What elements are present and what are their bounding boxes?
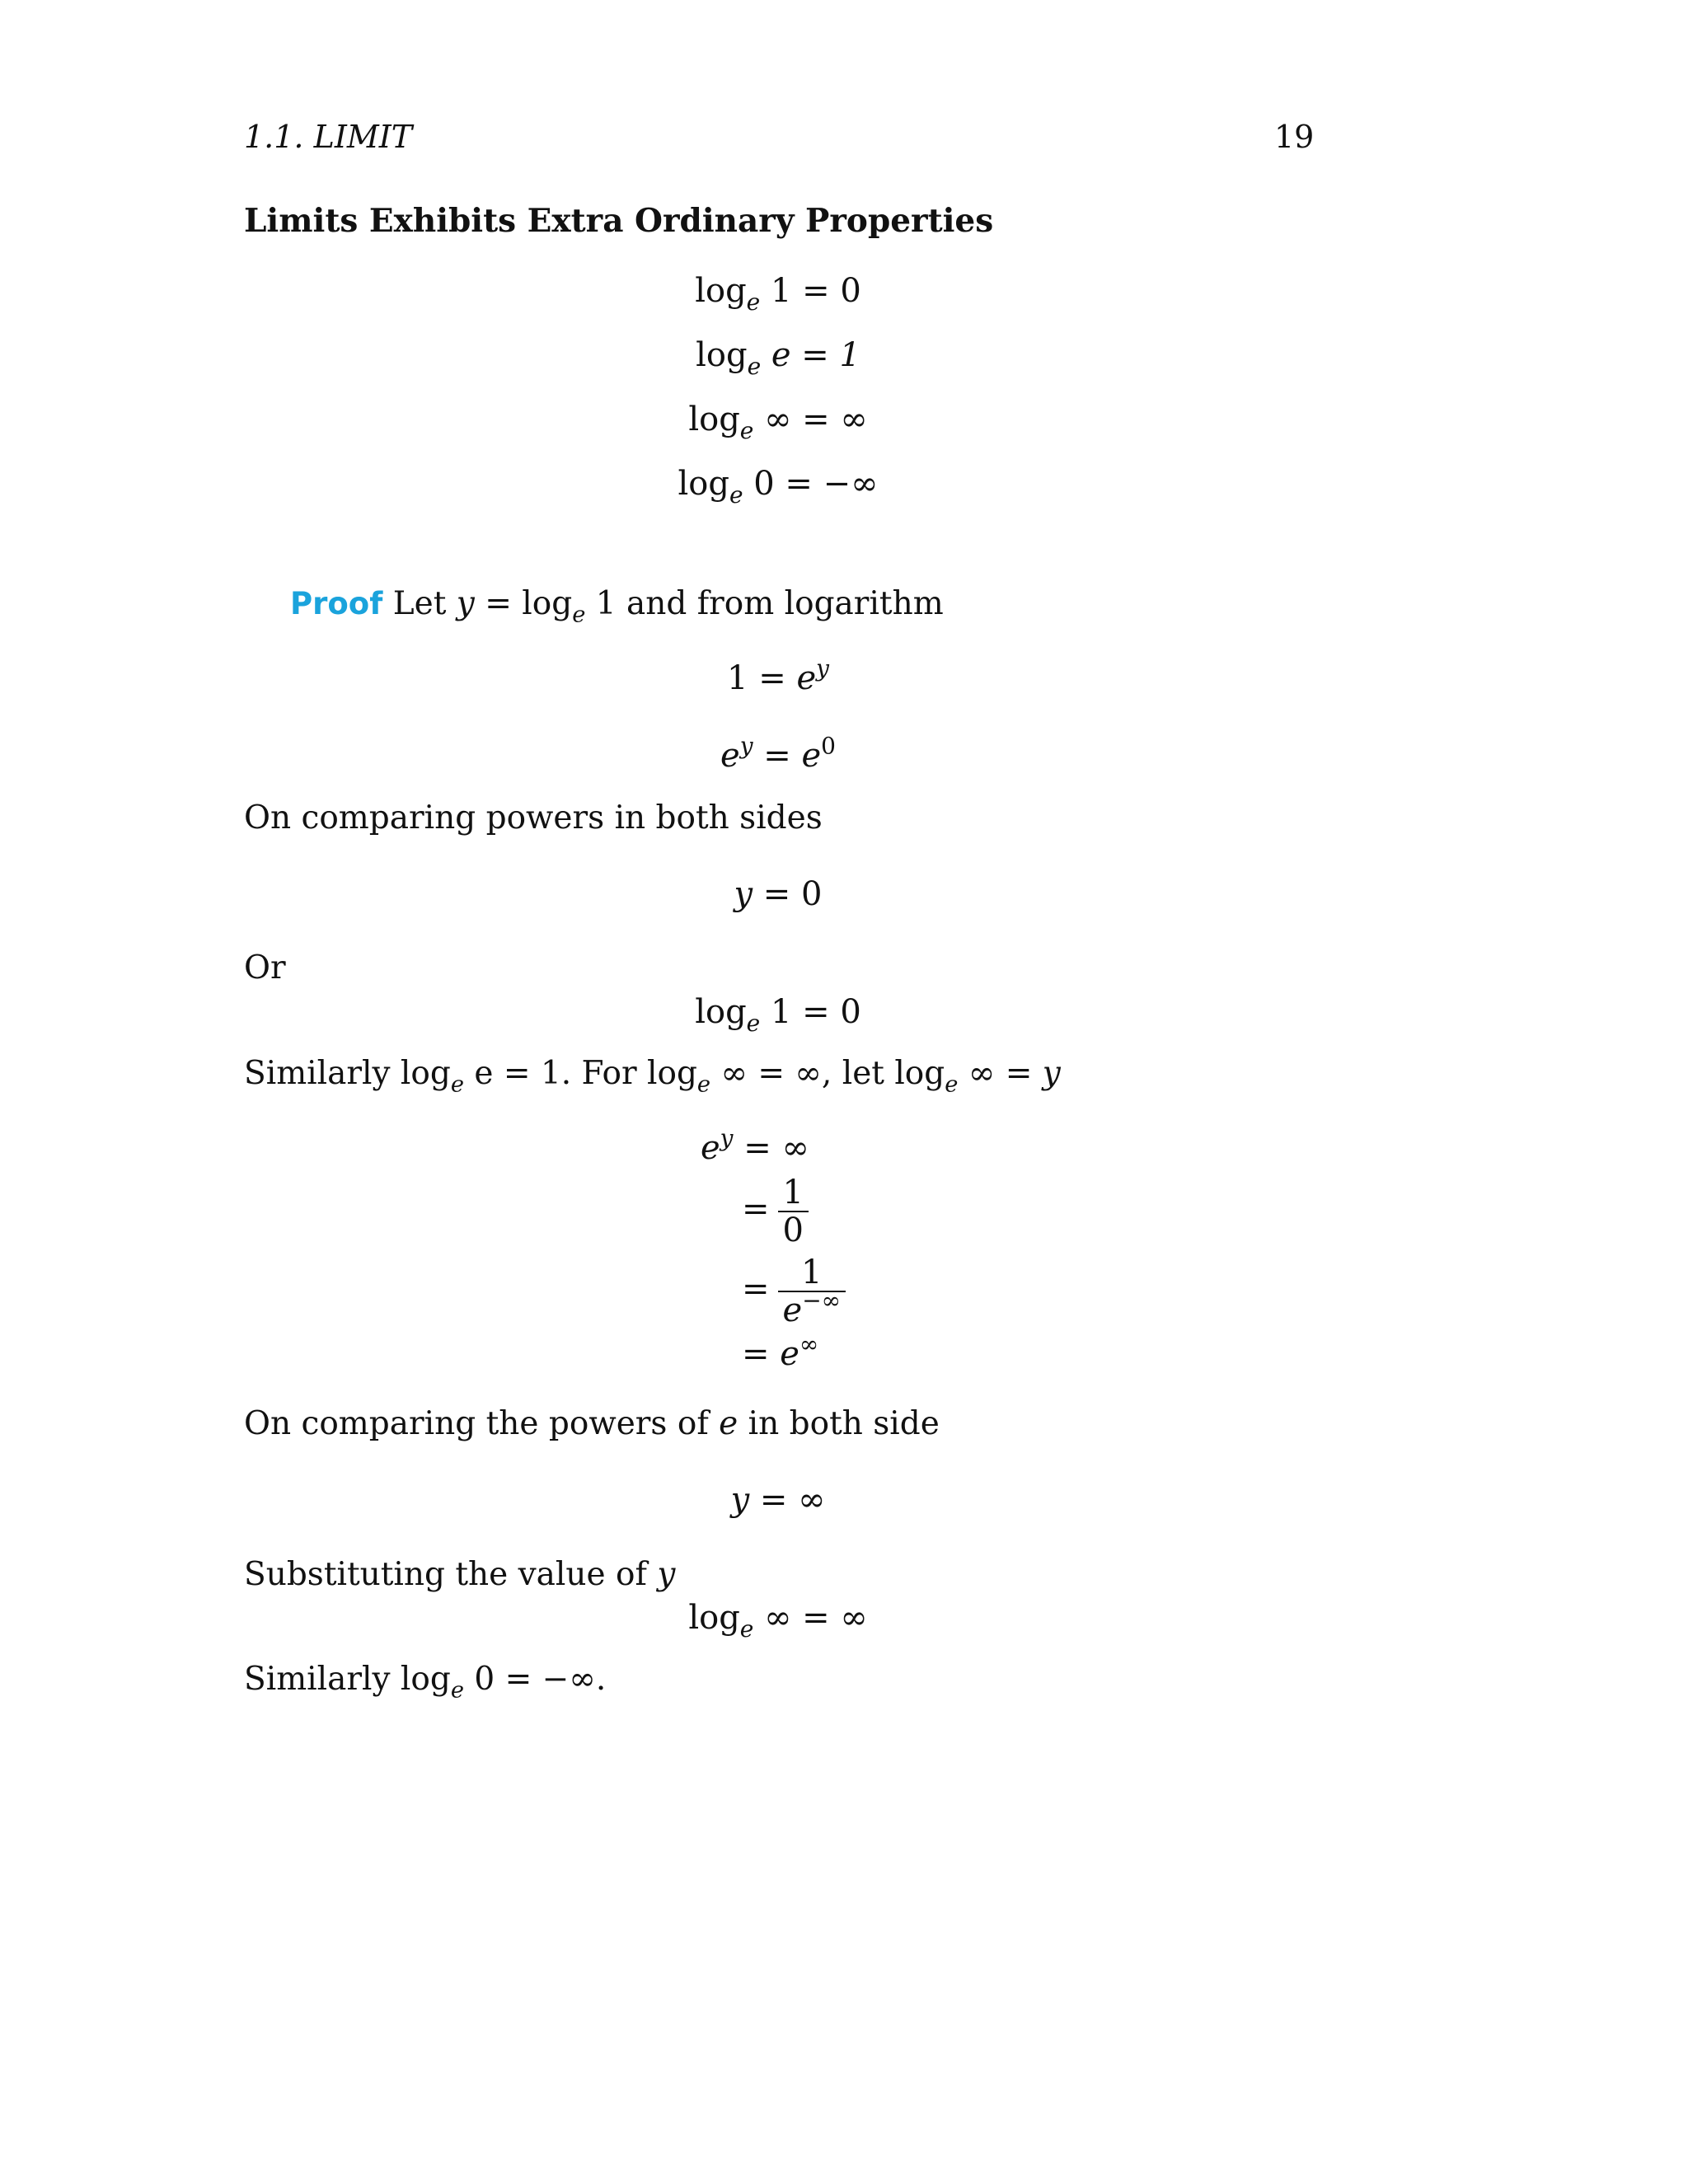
- var-e: e: [796, 659, 817, 697]
- derivation-row-3: [742, 1254, 846, 1329]
- proof-label: Proof: [290, 586, 383, 621]
- var-e: e: [780, 1335, 799, 1373]
- log-base: e: [746, 1009, 761, 1037]
- property-log-infinity: [0, 401, 1556, 444]
- var-e: e: [701, 1129, 720, 1167]
- text: Substituting the value of: [244, 1556, 658, 1593]
- property-log-1: [0, 272, 1556, 316]
- equals-sign: =: [742, 1270, 770, 1308]
- equation-rest: e = 1: [761, 336, 860, 374]
- text: 0 = −∞.: [464, 1661, 607, 1698]
- exponent: 0: [821, 732, 836, 760]
- var-y: y: [657, 1556, 676, 1593]
- log-base: e: [572, 602, 586, 628]
- var-e: e: [720, 737, 740, 775]
- var-e: e: [801, 737, 822, 775]
- fraction-1-over-e-neg-inf: [778, 1254, 846, 1329]
- equation-y-eq-infinity: [0, 1481, 1556, 1519]
- property-log-e: [0, 336, 1556, 380]
- text: =: [753, 737, 802, 775]
- equation-rest: ∞ = ∞: [753, 401, 868, 438]
- var-e: e: [782, 1291, 803, 1329]
- log-base: e: [450, 1071, 464, 1098]
- text: 1 =: [727, 659, 797, 697]
- log-base: e: [729, 480, 743, 509]
- equation-y-eq-0: [0, 875, 1556, 913]
- numerator: 1: [778, 1174, 809, 1212]
- paragraph-compare-powers: On comparing powers in both sides: [244, 799, 823, 837]
- derivation-row-2: [742, 1174, 809, 1249]
- log-text: log: [696, 336, 748, 374]
- property-log-zero: [0, 465, 1556, 509]
- exponent: ∞: [799, 1330, 819, 1358]
- equation-1-eq-e-y: [0, 654, 1556, 697]
- equals-sign: =: [742, 1335, 781, 1373]
- derivation-row-1: [701, 1124, 809, 1167]
- var-y: y: [456, 585, 475, 622]
- fraction-1-over-0: [778, 1174, 809, 1249]
- log-base: e: [739, 416, 754, 444]
- text: 1 and from logarithm: [585, 585, 944, 622]
- paragraph-similarly-last: [244, 1661, 607, 1704]
- log-base: e: [945, 1071, 959, 1098]
- equation-e-y-eq-e-0: [0, 732, 1556, 775]
- text: On comparing the powers of: [244, 1405, 720, 1442]
- paragraph-or: Or: [244, 949, 286, 987]
- text: Similarly log: [244, 1661, 451, 1698]
- var-y: y: [730, 1481, 750, 1519]
- section-title: Limits Exhibits Extra Ordinary Properties: [244, 202, 994, 240]
- log-base: e: [747, 352, 762, 380]
- text: Let: [382, 585, 457, 622]
- page-number: 19: [1274, 119, 1315, 155]
- denominator: 0: [782, 1212, 804, 1249]
- text: ∞ = ∞, let log: [710, 1055, 945, 1092]
- numerator: 1: [778, 1254, 846, 1292]
- text: = log: [474, 585, 573, 622]
- log-text: log: [695, 272, 747, 310]
- log-text: log: [688, 1599, 740, 1637]
- text: = ∞: [733, 1129, 809, 1167]
- paragraph-compare-e: [244, 1405, 940, 1442]
- text: 1 = 0: [760, 993, 861, 1031]
- text: Similarly log: [244, 1055, 451, 1092]
- denominator: [778, 1286, 846, 1329]
- log-base: e: [739, 1615, 754, 1643]
- log-text: log: [688, 401, 740, 438]
- var-y: y: [1042, 1055, 1061, 1092]
- text: ∞ = ∞: [753, 1599, 868, 1637]
- exponent: y: [816, 654, 829, 682]
- log-base: e: [450, 1677, 464, 1704]
- exponent: y: [739, 732, 753, 760]
- equation-rest: 0 = −∞: [743, 465, 879, 503]
- equals-sign: =: [742, 1190, 770, 1228]
- running-header-section: 1.1. LIMIT: [244, 119, 413, 155]
- log-base: e: [746, 288, 761, 316]
- paragraph-similarly: [244, 1055, 1061, 1098]
- text: = 0: [753, 875, 823, 913]
- text: = ∞: [749, 1481, 826, 1519]
- equation-log-1-eq-0: [0, 993, 1556, 1037]
- exponent: −∞: [802, 1286, 841, 1315]
- var-y: y: [734, 875, 753, 913]
- text: e = 1. For log: [464, 1055, 697, 1092]
- log-text: log: [695, 993, 747, 1031]
- text: in both side: [738, 1405, 940, 1442]
- paragraph-substituting: [244, 1556, 675, 1593]
- text: ∞ =: [958, 1055, 1043, 1092]
- exponent: y: [720, 1124, 734, 1152]
- proof-intro: [290, 585, 944, 628]
- equation-final-log-infinity: [0, 1599, 1556, 1643]
- derivation-row-4: [742, 1330, 819, 1373]
- log-text: log: [678, 465, 729, 503]
- equation-rest: 1 = 0: [760, 272, 861, 310]
- log-base: e: [696, 1071, 711, 1098]
- var-e: e: [719, 1405, 738, 1442]
